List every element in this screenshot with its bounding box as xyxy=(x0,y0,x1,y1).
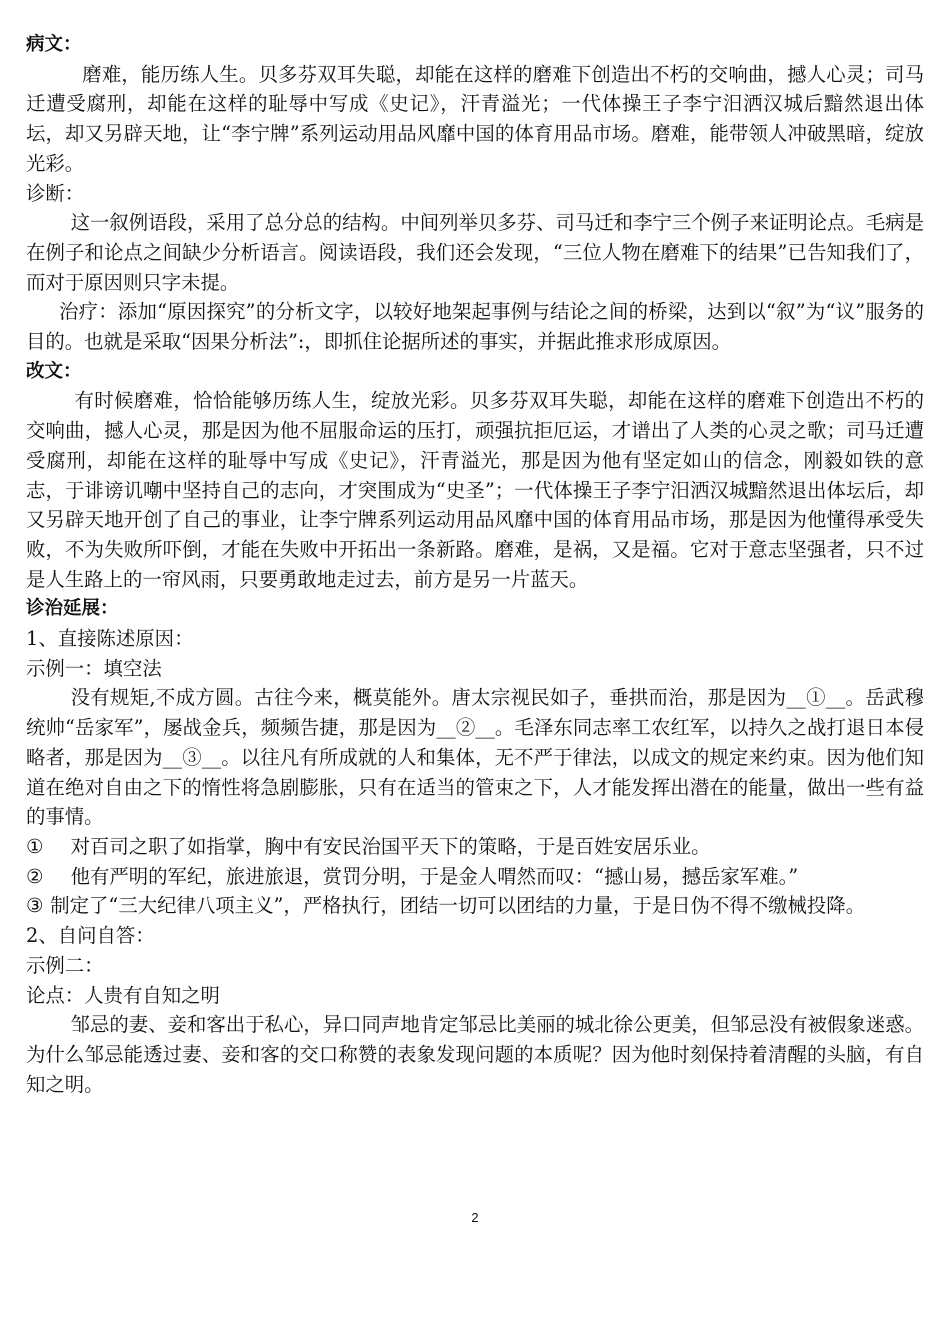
item-number: ① xyxy=(26,834,44,858)
list-item xyxy=(26,891,924,921)
thesis-line: 论点：人贵有自知之明 xyxy=(26,983,220,1007)
example-2-label: 示例二： xyxy=(26,953,104,977)
item-number: ② xyxy=(26,864,44,888)
example-1-label: 示例一：填空法 xyxy=(26,656,162,680)
heading-yanzhan: 诊治延展： xyxy=(26,598,119,620)
paragraph-example-1: 没有规矩,不成方圆。古往今来，概莫能外。唐太宗视民如子，垂拱而治，那是因为__①__。岳武穆统帅“岳家军”，屡战金兵，频频告捷，那是因为__②__。毛泽东同志率工农红军，以持久之战打退日本侵略者，那是因为__③__。以往凡有所成就的人和集体，无不严于律法，以成文的规定来约束。因为他们知道在绝对自由之下的惰性将急剧膨胀，只有在适当的管束之下，人才能发挥出潜在的能量，做出一些有益的事情。 xyxy=(26,686,924,829)
list-item xyxy=(26,832,924,862)
item-number: ③ xyxy=(26,894,44,918)
item-text: 对百司之职了如指掌，胸中有安民治国平天下的策略，于是百姓安居乐业。 xyxy=(70,834,711,858)
list-heading-1: 1、直接陈述原因： xyxy=(26,627,194,651)
list-item xyxy=(26,862,924,892)
page-number: 2 xyxy=(471,1210,479,1225)
paragraph-example-2: 邹忌的妻、妾和客出于私心，异口同声地肯定邹忌比美丽的城北徐公更美，但邹忌没有被假象迷惑。为什么邹忌能透过妻、妾和客的交口称赞的表象发现问题的本质呢？因为他时刻保持着清醒的头脑，有自知之明。 xyxy=(26,1013,924,1096)
paragraph-bingwen: 磨难，能历练人生。贝多芬双耳失聪，却能在这样的磨难下创造出不朽的交响曲，撼人心灵；司马迁遭受腐刑，却能在这样的耻辱中写成《史记》，汗青溢光；一代体操王子李宁汨洒汉城后黯然退出体坛，却又另辟天地，让“李宁牌”系列运动用品风靡中国的体育用品市场。磨难，能带领人冲破黑暗，绽放光彩。 xyxy=(26,62,924,175)
list-heading-2: 2、自问自答： xyxy=(26,924,155,948)
paragraph-zhiliao: 治疗：添加“原因探究”的分析文字，以较好地架起事例与结论之间的桥梁，达到以“叙”为“议”服务的目的。也就是采取“因果分析法”:，即抓住论据所述的事实，并据此推求形成原因。 xyxy=(26,300,924,354)
heading-bingwen: 病文： xyxy=(26,34,82,55)
paragraph-gaiwen: 有时候磨难，恰恰能够历练人生，绽放光彩。贝多芬双耳失聪，却能在这样的磨难下创造出不朽的交响曲，撼人心灵，那是因为他不屈服命运的压打，顽强抗拒厄运，才谱出了人类的心灵之歌；司马迁遭受腐刑，却能在这样的耻辱中写成《史记》，汗青溢光，那是因为他有坚定如山的信念，刚毅如铁的意志，于诽谤讥嘲中坚持自己的志向，才突围成为“史圣”；一代体操王子李宁汨洒汉城黯然退出体坛后，却又另辟天地开创了自己的事业，让李宁牌系列运动用品风靡中国的体育用品市场，那是因为他懂得承受失败，不为失败所吓倒，才能在失败中开拓出一条新路。磨难，是祸，又是福。它对于意志坚强者，只不过是人生路上的一帘风雨，只要勇敢地走过去，前方是另一片蓝天。 xyxy=(26,389,924,591)
heading-gaiwen: 改文： xyxy=(26,360,82,382)
document-page xyxy=(26,30,924,1099)
item-text: 制定了“三大纪律八项主义”，严格执行，团结一切可以团结的力量，于是日伪不得不缴械投降。 xyxy=(50,894,866,918)
paragraph-zhenduan: 这一叙例语段，采用了总分总的结构。中间列举贝多芬、司马迁和李宁三个例子来证明论点。毛病是在例子和论点之间缺少分析语言。阅读语段，我们还会发现，“三位人物在磨难下的结果”已告知我们了，而对于原因则只字未提。 xyxy=(26,211,924,294)
item-text: 他有严明的军纪，旅进旅退，赏罚分明，于是金人喟然而叹：“撼山易，撼岳家军难。” xyxy=(70,864,799,888)
label-zhenduan: 诊断： xyxy=(26,181,85,205)
